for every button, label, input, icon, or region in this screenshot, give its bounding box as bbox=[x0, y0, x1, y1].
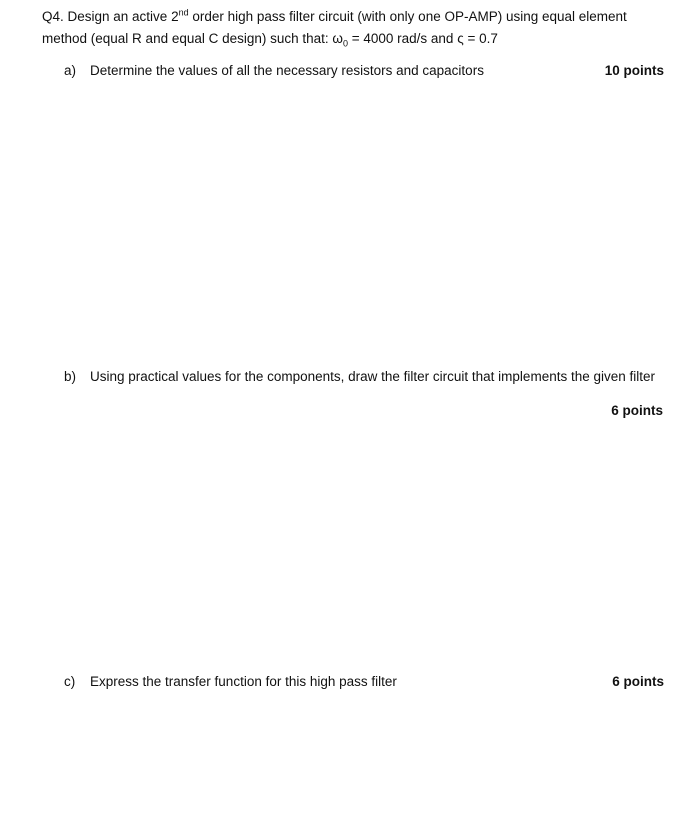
part-b-text: Using practical values for the components, draw the filter circuit that implements the given filter bbox=[90, 369, 656, 384]
part-b bbox=[0, 368, 697, 388]
question-line-1 bbox=[42, 8, 627, 26]
question-line-2-suffix: = 4000 rad/s and ς = 0.7 bbox=[347, 31, 498, 46]
question-line-2 bbox=[42, 30, 498, 48]
question-line-1-prefix: Q4. Design an active 2 bbox=[42, 9, 179, 24]
question-line-2-prefix: method (equal R and equal C design) such that: ω bbox=[42, 31, 343, 46]
part-c-text: Express the transfer function for this high pass filter bbox=[90, 674, 397, 689]
part-b-letter: b) bbox=[64, 369, 77, 384]
part-a-text: Determine the values of all the necessary resistors and capacitors bbox=[90, 63, 484, 78]
ordinal-superscript: nd bbox=[178, 7, 189, 18]
part-a-points: 10 points bbox=[604, 63, 664, 78]
question-line-1-suffix: order high pass filter circuit (with only one OP-AMP) using equal element bbox=[188, 9, 627, 24]
part-c-points: 6 points bbox=[612, 674, 664, 689]
omega-subscript: 0 bbox=[342, 38, 348, 49]
part-b-points: 6 points bbox=[611, 403, 663, 418]
part-a-letter: a) bbox=[64, 63, 77, 78]
part-a bbox=[0, 62, 697, 82]
part-c bbox=[0, 673, 697, 693]
part-c-letter: c) bbox=[64, 674, 76, 689]
